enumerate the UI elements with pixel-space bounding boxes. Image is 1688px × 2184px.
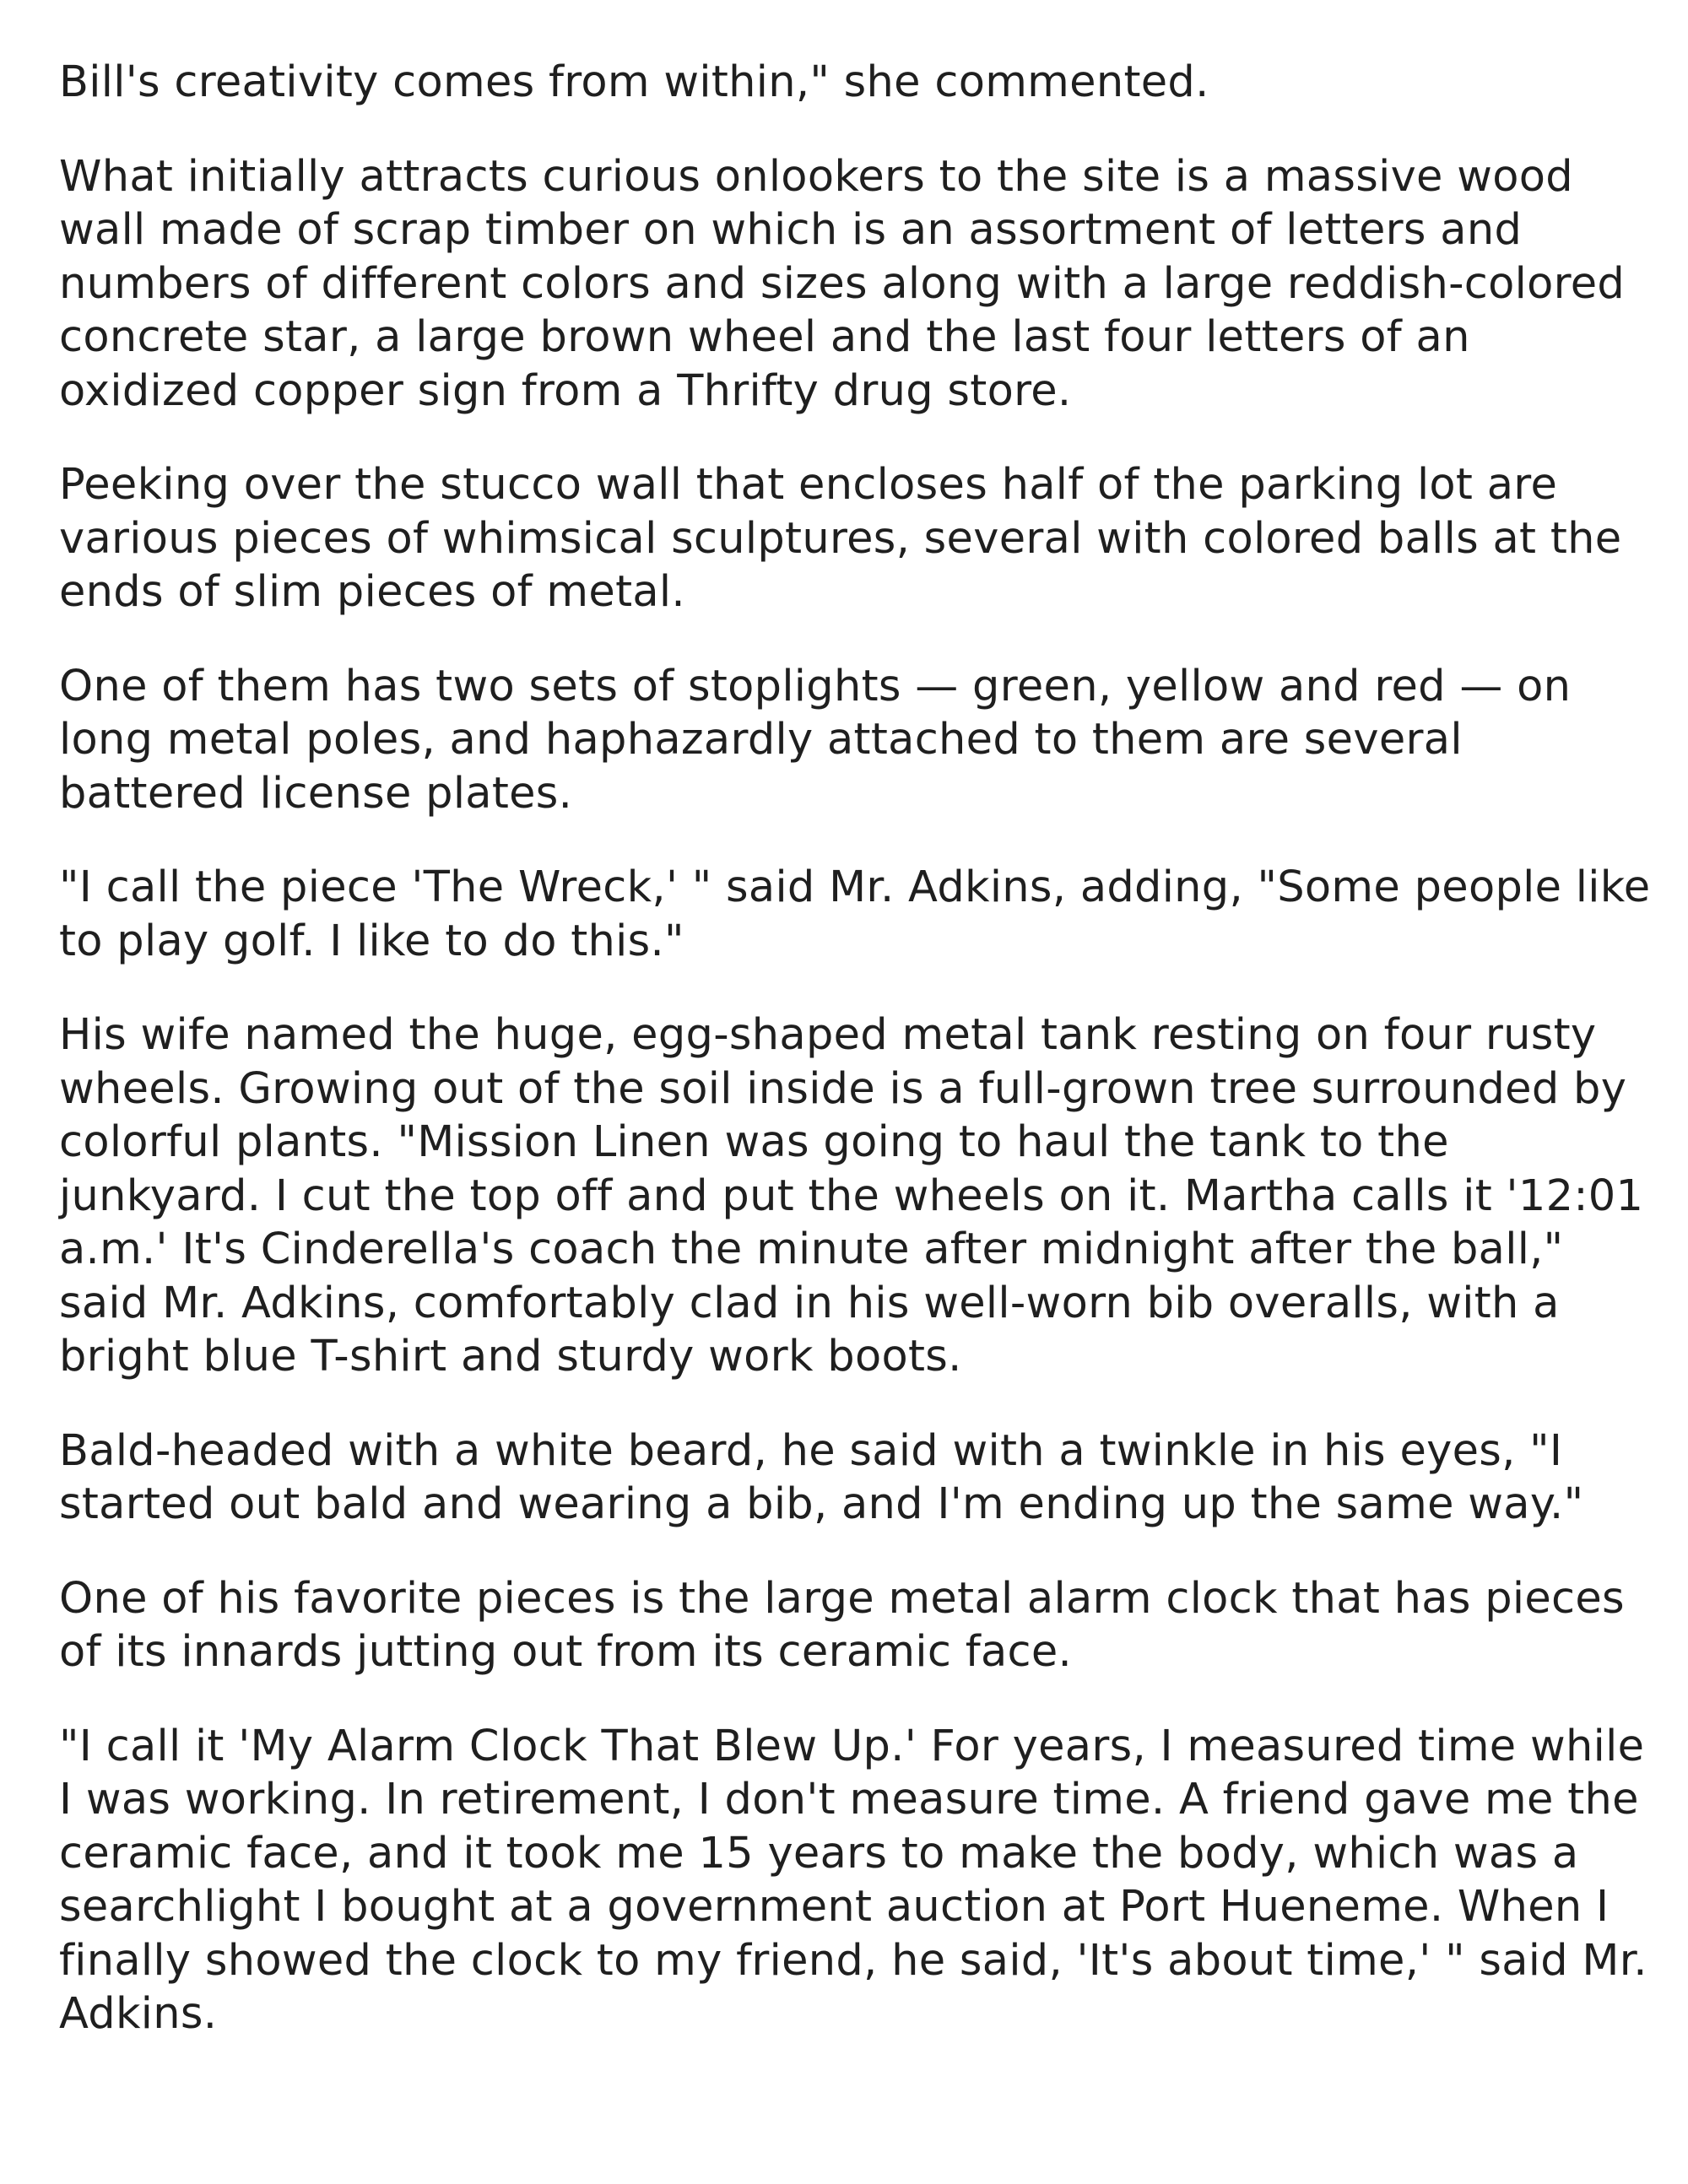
paragraph-2: What initially attracts curious onlookers to the site is a massive wood wall made of scrap timber on which is an assortment of letters and numbers of different colors and sizes along with a large reddish-colored concrete star, a large brown wheel and the last four letters of an oxidized copper sign from a Thrifty drug store. — [59, 151, 1626, 416]
paragraph-1: Bill's creativity comes from within," she commented. — [59, 57, 1209, 107]
paragraph-9: "I call it 'My Alarm Clock That Blew Up.' For years, I measured time while I was working. In retirement, I don't measure time. A friend gave me the ceramic face, and it took me 15 years to make the body, which was a searchlight I bought at a government auction at Port Hueneme. When I finally showed the clock to my friend, he said, 'It's about time,' " said Mr. Adkins. — [59, 1721, 1647, 2039]
paragraph-3: Peeking over the stucco wall that encloses half of the parking lot are various pieces of whimsical sculptures, several with colored balls at the ends of slim pieces of metal. — [59, 460, 1622, 617]
paragraph-6: His wife named the huge, egg-shaped metal tank resting on four rusty wheels. Growing out of the soil inside is a full-grown tree surrounded by colorful plants. "Mission Linen was going to haul the tank to the junkyard. I cut the top off and put the wheels on it. Martha calls it '12:01 a.m.' It's Cinderella's coach the minute after midnight after the ball," said Mr. Adkins, comfortably clad in his well-worn bib overalls, with a bright blue T-shirt and sturdy work boots. — [59, 1010, 1644, 1381]
paragraph-5: "I call the piece 'The Wreck,' " said Mr. Adkins, adding, "Some people like to play golf. I like to do this." — [59, 862, 1651, 966]
paragraph-7: Bald-headed with a white beard, he said with a twinkle in his eyes, "I started out bald and wearing a bib, and I'm ending up the same way." — [59, 1425, 1584, 1529]
paragraph-4: One of them has two sets of stoplights — green, yellow and red — on long metal poles, and haphazardly attached to them are several battered license plates. — [59, 661, 1572, 819]
paragraph-8: One of his favorite pieces is the large metal alarm clock that has pieces of its innards jutting out from its ceramic face. — [59, 1573, 1625, 1677]
